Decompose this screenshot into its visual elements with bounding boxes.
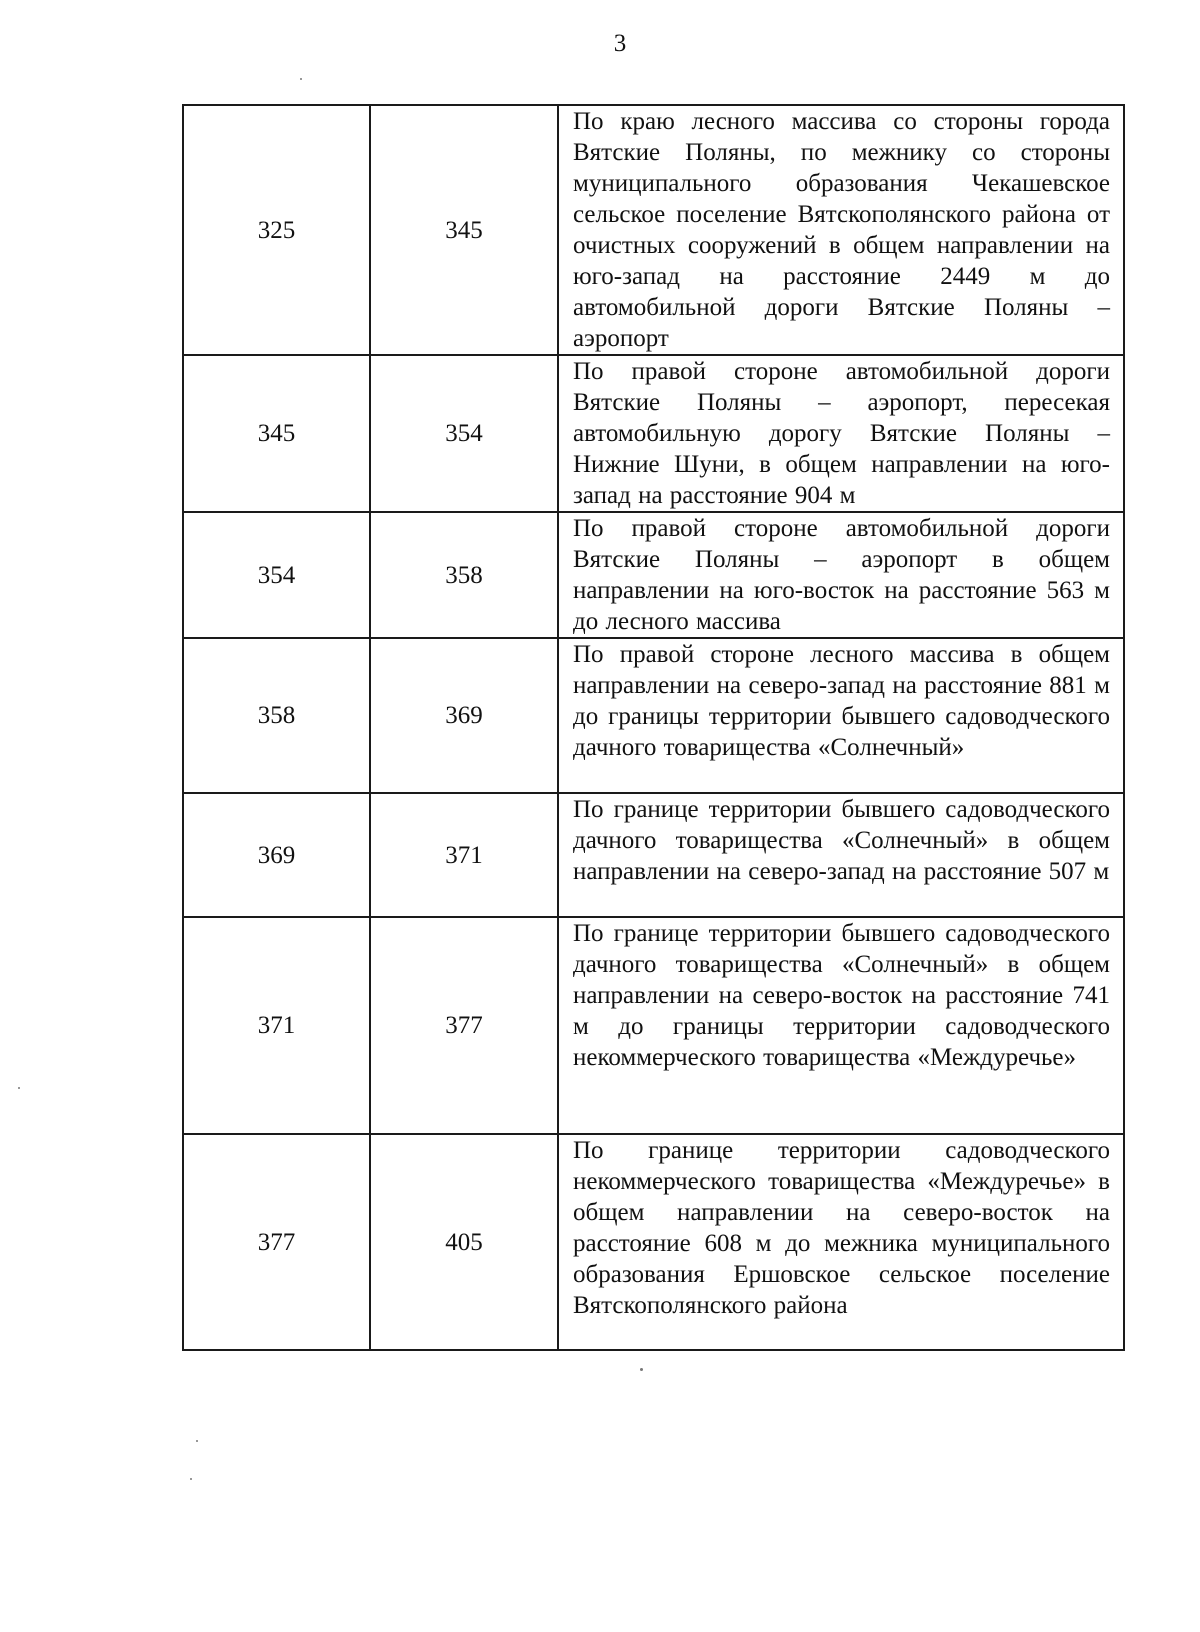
table-row xyxy=(183,1134,1124,1350)
boundary-description-cell: По границе территории бывшего садоводческого дачного товарищества «Солнечный» в общем направлении на северо-восток на расстояние 741 м до границы территории садоводческого некоммерческого товарищества «Междуречье» xyxy=(558,917,1124,1134)
point-to-cell: 354 xyxy=(370,355,558,512)
boundary-description-cell: По правой стороне автомобильной дороги Вятские Поляны – аэропорт в общем направлении на юго-восток на расстояние 563 м до лесного массива xyxy=(558,512,1124,638)
point-from-cell: 371 xyxy=(183,917,370,1134)
table-row xyxy=(183,512,1124,638)
point-to-cell: 371 xyxy=(370,793,558,917)
point-from-cell: 354 xyxy=(183,512,370,638)
table-row xyxy=(183,793,1124,917)
point-to-cell: 345 xyxy=(370,105,558,355)
table-row xyxy=(183,917,1124,1134)
table-row xyxy=(183,355,1124,512)
boundary-description-cell: По границе территории бывшего садоводческого дачного товарищества «Солнечный» в общем направлении на северо-запад на расстояние 507 м xyxy=(558,793,1124,917)
boundary-description-cell: По правой стороне автомобильной дороги Вятские Поляны – аэропорт, пересекая автомобильную дорогу Вятские Поляны – Нижние Шуни, в общем направлении на юго-запад на расстояние 904 м xyxy=(558,355,1124,512)
scan-speck xyxy=(190,1478,192,1480)
point-from-cell: 358 xyxy=(183,638,370,793)
boundary-description-cell: По границе территории садоводческого некоммерческого товарищества «Междуречье» в общем направлении на северо-восток на расстояние 608 м до межника муниципального образования Ершовское сельское поселение Вятскополянского района xyxy=(558,1134,1124,1350)
scan-speck xyxy=(300,78,302,80)
point-from-cell: 345 xyxy=(183,355,370,512)
boundary-description-cell: По краю лесного массива со стороны города Вятские Поляны, по межнику со стороны муниципального образования Чекашевское сельское поселение Вятскополянского района от очистных сооружений в общем направлении на юго-запад на расстояние 2449 м до автомобильной дороги Вятские Поляны – аэропорт xyxy=(558,105,1124,355)
point-to-cell: 377 xyxy=(370,917,558,1134)
point-from-cell: 325 xyxy=(183,105,370,355)
point-to-cell: 405 xyxy=(370,1134,558,1350)
scan-speck xyxy=(640,1368,643,1371)
point-to-cell: 369 xyxy=(370,638,558,793)
table-row xyxy=(183,105,1124,355)
boundary-table xyxy=(182,104,1125,1351)
scan-speck xyxy=(18,1087,20,1089)
point-from-cell: 377 xyxy=(183,1134,370,1350)
boundary-description-cell: По правой стороне лесного массива в общем направлении на северо-запад на расстояние 881 м до границы территории бывшего садоводческого дачного товарищества «Солнечный» xyxy=(558,638,1124,793)
point-to-cell: 358 xyxy=(370,512,558,638)
point-from-cell: 369 xyxy=(183,793,370,917)
scan-speck xyxy=(196,1440,198,1442)
page-number: 3 xyxy=(613,30,627,57)
table-row xyxy=(183,638,1124,793)
